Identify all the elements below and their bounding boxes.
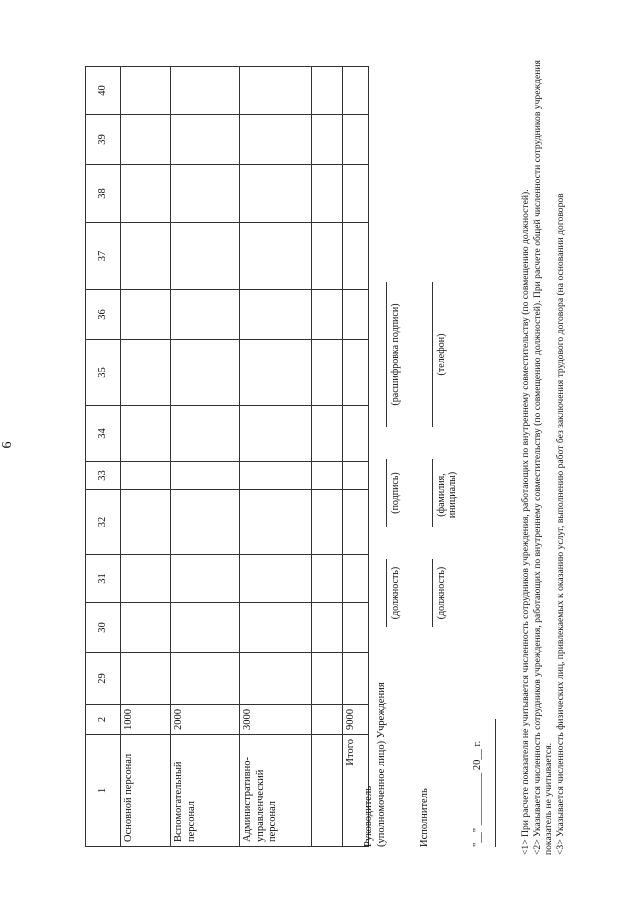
executor-position-line [432, 559, 433, 627]
total-label: Итого [343, 735, 369, 847]
header-cell: 2 [86, 705, 121, 735]
header-cell: 38 [86, 165, 121, 223]
head-signature-line [386, 459, 387, 527]
header-cell: 32 [86, 490, 121, 555]
table-row [312, 67, 343, 847]
table-row [171, 67, 240, 847]
footnote-1: <1> При расчете показателя не учитывается численность сотрудников учреждения, работающих по внутреннему совместительству (по совмещению должностей). [520, 189, 531, 855]
row-value: 2000 [171, 705, 240, 735]
footnote-separator [495, 719, 496, 847]
table-row [121, 67, 171, 847]
header-cell: 1 [86, 735, 121, 847]
head-decoding-line [386, 282, 387, 427]
head-decoding-caption: (расшифровка подписи) [390, 303, 401, 406]
header-cell: 33 [86, 462, 121, 490]
header-cell: 31 [86, 555, 121, 603]
header-cell: 36 [86, 290, 121, 340]
table-header-row [86, 67, 121, 847]
row-name: Административно-управленческий персонал [240, 735, 312, 847]
head-signature-caption: (подпись) [390, 472, 401, 514]
executor-name-line [432, 459, 433, 527]
executor-label: Исполнитель [419, 788, 430, 847]
header-cell: 39 [86, 115, 121, 165]
table-row [240, 67, 312, 847]
header-cell: 37 [86, 223, 121, 290]
row-value: 3000 [240, 705, 312, 735]
header-cell: 35 [86, 340, 121, 406]
staff-table [85, 66, 369, 847]
row-name [312, 735, 343, 847]
row-name: Вспомогательный персонал [171, 735, 240, 847]
date-line: "__" __________ 20__ г. [472, 740, 483, 847]
head-label: Руководитель (уполномоченное лицо) Учреждения [363, 682, 387, 847]
executor-phone-line [432, 282, 433, 427]
executor-phone-caption: (телефон) [436, 333, 447, 376]
head-position-caption: (должность) [390, 566, 401, 620]
executor-position-caption: (должность) [436, 566, 447, 620]
header-cell: 40 [86, 67, 121, 115]
footnote-3: <3> Указывается численность физических лиц, привлекаемых к оказанию услуг, выполнению работ без заключения трудового договора (на основании договоров [555, 193, 567, 855]
page-number: 6 [0, 441, 15, 449]
row-value [312, 705, 343, 735]
row-value: 1000 [121, 705, 171, 735]
header-cell: 30 [86, 603, 121, 653]
head-position-line [386, 559, 387, 627]
footnotes [520, 15, 567, 855]
executor-name-caption: (фамилия, инициалы) [436, 471, 458, 519]
total-value: 9000 [343, 705, 369, 735]
row-name: Основной персонал [121, 735, 171, 847]
header-cell: 34 [86, 406, 121, 462]
footnote-2: <2> Указывается численность сотрудников учреждения, работающих по внутреннему совместительству (по совмещению должностей). При расчете общей численности сотрудников учреждения показатель не учитывается. [531, 60, 555, 855]
header-cell: 29 [86, 653, 121, 705]
